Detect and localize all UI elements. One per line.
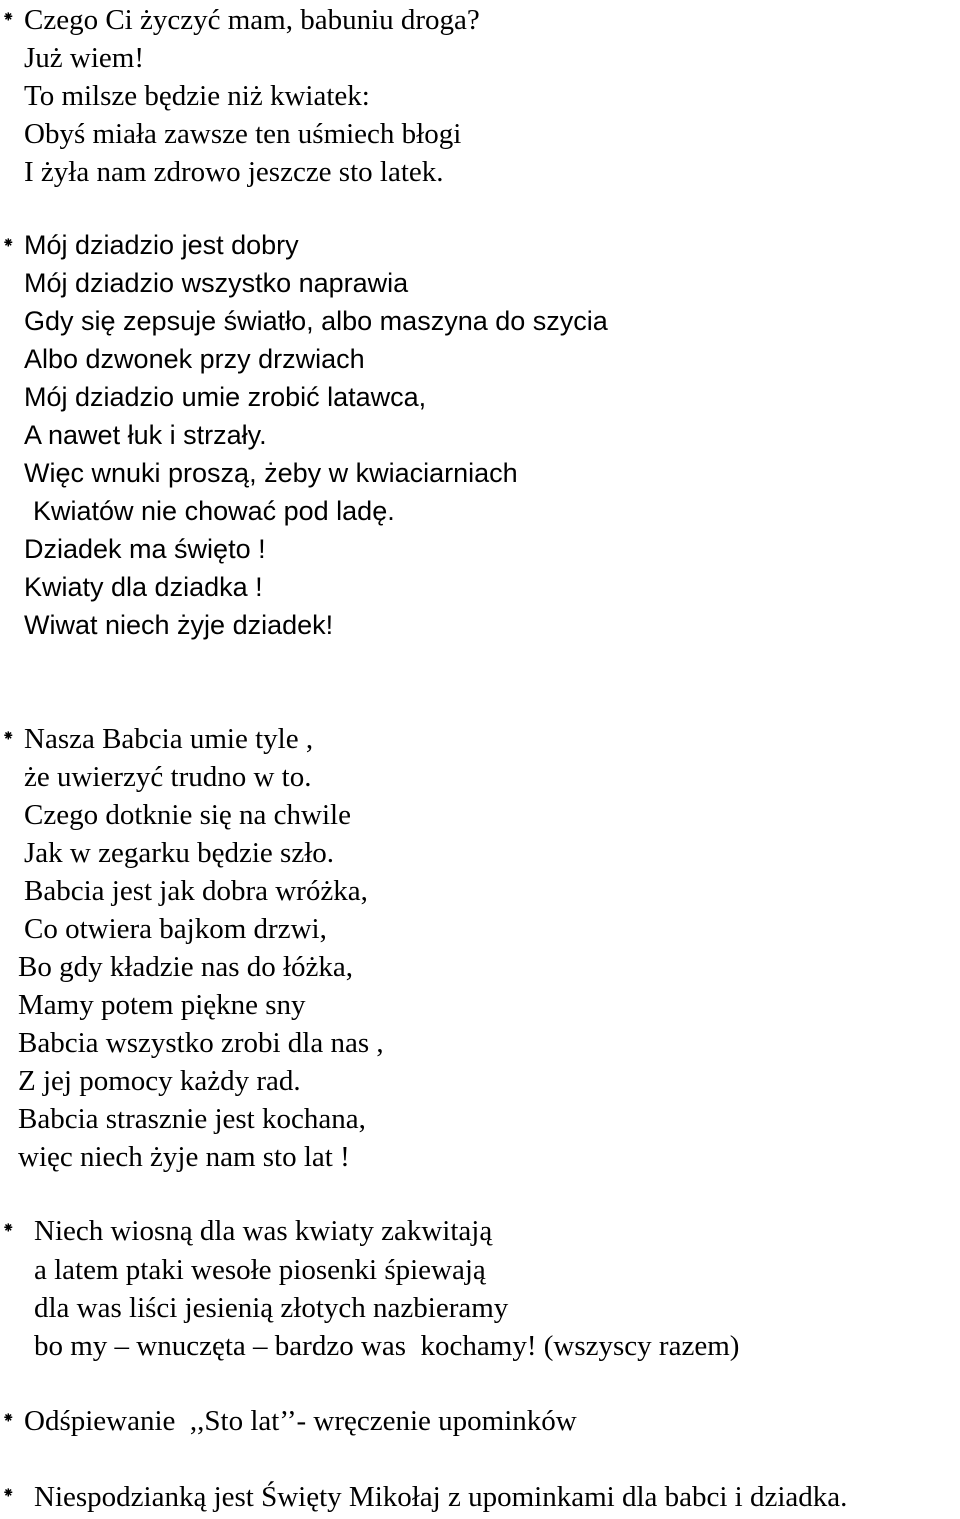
poem-line: Gdy się zepsuje światło, albo maszyna do szycia <box>24 306 608 336</box>
poem-line: Więc wnuki proszą, żeby w kwiaciarniach <box>24 458 518 488</box>
poem-line: Czego dotknie się na chwile <box>24 799 351 831</box>
poem-line: Kwiatów nie chować pod ladę. <box>33 496 395 526</box>
poem-line: To milsze będzie niż kwiatek: <box>24 80 370 112</box>
poem-line: Jak w zegarku będzie szło. <box>24 837 335 869</box>
poem-line: Babcia strasznie jest kochana, <box>18 1103 366 1135</box>
poem-line: Mój dziadzio wszystko naprawia <box>24 268 409 298</box>
poem-line: Nasza Babcia umie tyle , <box>24 723 314 755</box>
poem-line: I żyła nam zdrowo jeszcze sto latek. <box>24 156 444 188</box>
poem-line: Czego Ci życzyć mam, babuniu droga? <box>24 4 480 36</box>
asterisk-bullet-icon: ⁕ <box>2 1484 15 1502</box>
asterisk-bullet-icon: ⁕ <box>2 1219 15 1237</box>
poem-line: bo my – wnuczęta – bardzo was kochamy! (wszyscy razem) <box>34 1330 740 1362</box>
program-line: Niespodzianką jest Święty Mikołaj z upominkami dla babci i dziadka. <box>34 1481 848 1513</box>
poem-line: Co otwiera bajkom drzwi, <box>24 913 327 945</box>
asterisk-bullet-icon: ⁕ <box>2 727 15 745</box>
poem-line: A nawet łuk i strzały. <box>24 420 267 450</box>
poem-line: Babcia jest jak dobra wróżka, <box>24 875 368 907</box>
asterisk-bullet-icon: ⁕ <box>2 8 15 26</box>
poem-line: Mój dziadzio jest dobry <box>24 230 299 260</box>
poem-line: dla was liści jesienią złotych nazbieramy <box>34 1292 509 1324</box>
poem-line: że uwierzyć trudno w to. <box>24 761 312 793</box>
poem-line: Wiwat niech żyje dziadek! <box>24 610 334 640</box>
poem-line: Kwiaty dla dziadka ! <box>24 572 263 602</box>
poem-line: Dziadek ma święto ! <box>24 534 266 564</box>
asterisk-bullet-icon: ⁕ <box>2 1409 15 1427</box>
poem-line: Mój dziadzio umie zrobić latawca, <box>24 382 427 412</box>
poem-line: Albo dzwonek przy drzwiach <box>24 344 365 374</box>
poem-line: Z jej pomocy każdy rad. <box>18 1065 301 1097</box>
poem-line: a latem ptaki wesołe piosenki śpiewają <box>34 1254 486 1286</box>
poem-line: więc niech żyje nam sto lat ! <box>18 1141 350 1173</box>
asterisk-bullet-icon: ⁕ <box>2 234 15 252</box>
program-line: Odśpiewanie ,,Sto lat’’- wręczenie upominków <box>24 1405 577 1437</box>
poem-line: Niech wiosną dla was kwiaty zakwitają <box>34 1215 493 1247</box>
poem-line: Mamy potem piękne sny <box>18 989 306 1021</box>
poem-line: Obyś miała zawsze ten uśmiech błogi <box>24 118 462 150</box>
poem-line: Już wiem! <box>24 42 144 74</box>
poem-line: Bo gdy kładzie nas do łóżka, <box>18 951 354 983</box>
poem-line: Babcia wszystko zrobi dla nas , <box>18 1027 384 1059</box>
